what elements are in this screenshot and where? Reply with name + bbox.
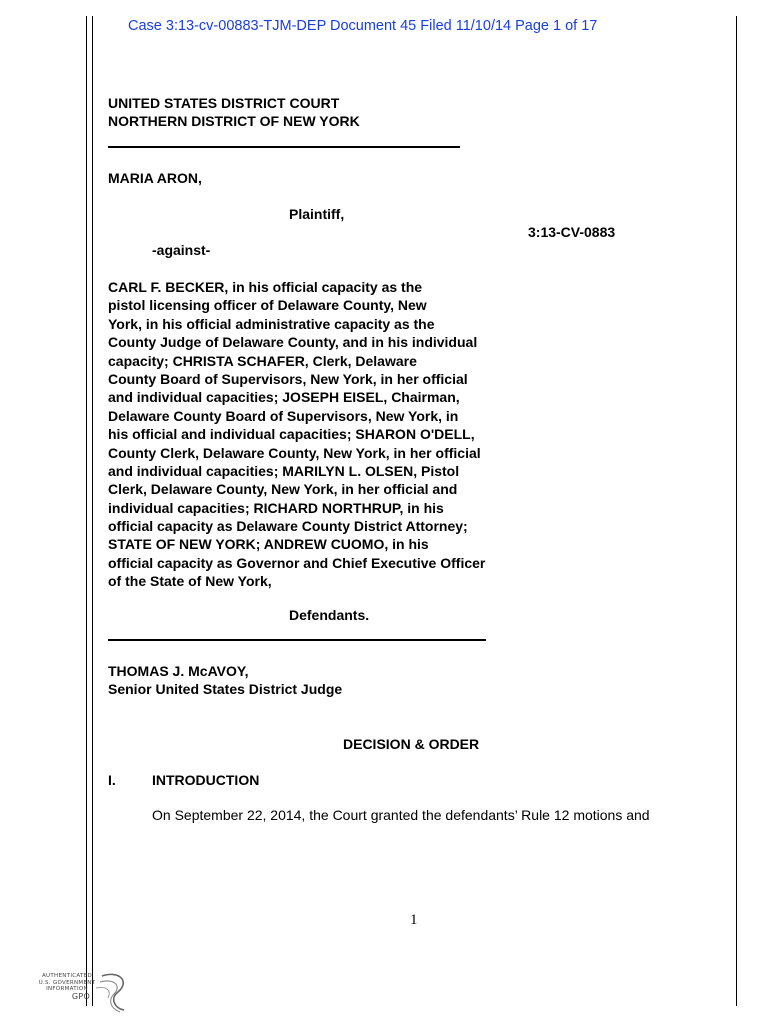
defendants-label: Defendants. [289,607,370,623]
judge-title: Senior United States District Judge [108,681,343,697]
defendants-caption-line: York, in his official administrative capacity as the [108,315,435,332]
defendants-caption-line: County Judge of Delaware County, and in his individual [108,334,478,351]
case-number: 3:13-CV-0883 [528,224,616,240]
defendants-caption-line: Delaware County Board of Supervisors, New York, in [108,407,459,424]
decision-title: DECISION & ORDER [343,736,480,752]
section-number: I. [108,772,116,788]
defendants-caption-line: of the State of New York, [108,573,272,590]
defendants-caption-line: Clerk, Delaware County, New York, in her official and [108,481,458,498]
judge-name: THOMAS J. McAVOY, [108,663,249,679]
defendants-caption-line: County Clerk, Delaware County, New York, in her official [108,444,481,461]
court-name-line2: NORTHERN DISTRICT OF NEW YORK [108,113,360,129]
defendants-caption-line: and individual capacities; MARILYN L. OLSEN, Pistol [108,462,460,479]
defendants-caption-line: STATE OF NEW YORK; ANDREW CUOMO, in his [108,536,429,553]
defendants-caption-line: CARL F. BECKER, in his official capacity as the [108,279,423,295]
section-heading: INTRODUCTION [152,772,260,788]
body-paragraph-line: On September 22, 2014, the Court granted the defendants’ Rule 12 motions and [152,807,650,823]
defendants-caption-line: official capacity as Delaware County District Attorney; [108,518,468,535]
caption-top-rule [108,146,460,148]
left-margin-rule-outer [86,16,87,1006]
court-name-line1: UNITED STATES DISTRICT COURT [108,95,340,111]
defendants-caption-line: County Board of Supervisors, New York, in her official [108,370,468,387]
gpo-seal-line: INFORMATION [46,986,88,992]
page-number: 1 [410,912,418,928]
plaintiff-name: MARIA ARON, [108,170,202,186]
gpo-seal-line: U.S. GOVERNMENT [38,979,96,986]
right-margin-rule [736,16,737,1006]
defendants-caption-line: official capacity as Governor and Chief Executive Officer [108,554,486,571]
against-label: -against- [152,242,211,258]
case-header-stamp: Case 3:13-cv-00883-TJM-DEP Document 45 Filed 11/10/14 Page 1 of 17 [128,18,598,34]
left-margin-rule-inner [92,16,93,1006]
defendants-caption-line: individual capacities; RICHARD NORTHRUP, in his [108,499,444,516]
defendants-caption-line: his official and individual capacities; SHARON O'DELL, [108,426,475,443]
gpo-seal-line: GPO [71,991,91,1001]
defendants-caption-line: and individual capacities; JOSEPH EISEL, Chairman, [108,389,460,406]
gpo-seal-text [32,973,102,1000]
defendants-caption [108,278,485,591]
defendants-caption-line: capacity; CHRISTA SCHAFER, Clerk, Delaware [108,352,417,369]
gpo-seal-line: AUTHENTICATED [42,973,92,979]
defendants-caption-line: pistol licensing officer of Delaware County, New [108,297,427,314]
plaintiff-label: Plaintiff, [289,206,345,222]
caption-bottom-rule [108,639,486,641]
